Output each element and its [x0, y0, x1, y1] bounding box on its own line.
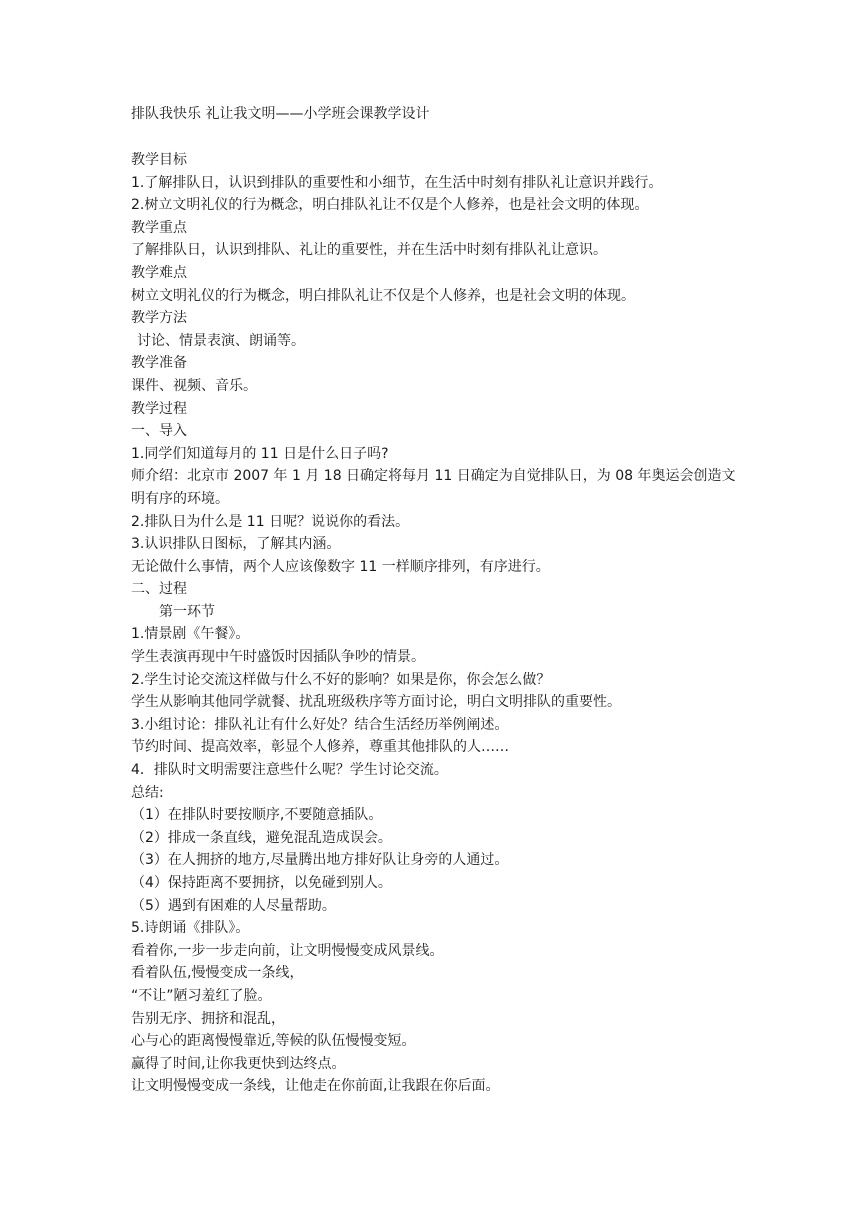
intro-conclusion: 无论做什么事情，两个人应该像数字 11 一样顺序排列，有序进行。: [131, 558, 550, 575]
process-item-3: 3.小组讨论：排队礼让有什么好处？结合生活经历举例阐述。: [131, 716, 509, 733]
preparation-text: 课件、视频、音乐。: [131, 377, 257, 394]
intro-item-2: 2.排队日为什么是 11 日呢？说说你的看法。: [131, 513, 410, 530]
methods-text: 讨论、情景表演、朗诵等。: [137, 332, 305, 349]
poem-line-5: 心与心的距离慢慢靠近,等候的队伍慢慢变短。: [131, 1033, 416, 1050]
poem-line-4: 告别无序、拥挤和混乱，: [131, 1010, 285, 1027]
section-introduction: 一、导入: [131, 423, 187, 440]
process-item-3-detail: 节约时间、提高效率，彰显个人修养，尊重其他排队的人……: [131, 739, 509, 756]
poem-line-3: “不让”陋习羞红了脸。: [131, 987, 272, 1004]
summary-item-1: （1）在排队时要按顺序,不要随意插队。: [131, 807, 383, 824]
document-title: 排队我快乐 礼让我文明——小学班会课教学设计: [131, 106, 430, 122]
teacher-introduction: 师介绍：北京市 2007 年 1 月 18 日确定将每月 11 日确定为自觉排队日，为 08 年奥运会创造文明有序的环境。: [131, 468, 736, 507]
summary-item-5: （5）遇到有困难的人尽量帮助。: [131, 897, 336, 914]
process-item-4: 4．排队时文明需要注意些什么呢？学生讨论交流。: [131, 762, 448, 779]
summary-item-4: （4）保持距离不要拥挤，以免碰到别人。: [131, 875, 392, 891]
process-item-2-detail: 学生从影响其他同学就餐、扰乱班级秩序等方面讨论，明白文明排队的重要性。: [131, 694, 621, 711]
heading-teaching-goals: 教学目标: [131, 152, 187, 168]
summary-item-2: （2）排成一条直线，避免混乱造成误会。: [131, 829, 392, 846]
process-item-5: 5.诗朗诵《排队》。: [131, 920, 250, 937]
heading-key-points: 教学重点: [131, 219, 187, 236]
heading-difficulties: 教学难点: [131, 264, 187, 281]
heading-methods: 教学方法: [131, 310, 187, 327]
key-points-text: 了解排队日，认识到排队、礼让的重要性，并在生活中时刻有排队礼让意识。: [131, 242, 607, 259]
goal-item-1: 1.了解排队日，认识到排队的重要性和小细节，在生活中时刻有排队礼让意识并践行。: [131, 174, 663, 191]
process-item-1: 1.情景剧《午餐》。: [131, 626, 250, 643]
difficulties-text: 树立文明礼仪的行为概念，明白排队礼让不仅是个人修养，也是社会文明的体现。: [131, 287, 635, 304]
heading-process: 教学过程: [131, 400, 187, 417]
poem-line-6: 赢得了时间,让你我更快到达终点。: [131, 1055, 346, 1072]
poem-line-1: 看着你,一步一步走向前，让文明慢慢变成风景线。: [131, 942, 444, 959]
summary-heading: 总结:: [131, 784, 164, 801]
summary-item-3: （3）在人拥挤的地方,尽量腾出地方排好队让身旁的人通过。: [131, 852, 509, 869]
blank-line: [131, 125, 741, 149]
goal-item-2: 2.树立文明礼仪的行为概念，明白排队礼让不仅是个人修养，也是社会文明的体现。: [131, 197, 649, 214]
intro-item-3: 3.认识排队日图标，了解其内涵。: [131, 536, 341, 553]
intro-item-1: 1.同学们知道每月的 11 日是什么日子吗?: [131, 445, 389, 462]
poem-line-7: 让文明慢慢变成一条线，让他走在你前面,让我跟在你后面。: [131, 1078, 500, 1095]
heading-preparation: 教学准备: [131, 355, 187, 372]
stage-one-heading: 第一环节: [159, 603, 215, 620]
document-page: [131, 103, 741, 1098]
process-item-2: 2.学生讨论交流这样做与什么不好的影响？如果是你，你会怎么做？: [131, 671, 551, 688]
section-process: 二、过程: [131, 581, 187, 598]
process-item-1-detail: 学生表演再现中午时盛饭时因插队争吵的情景。: [131, 649, 425, 666]
poem-line-2: 看着队伍,慢慢变成一条线，: [131, 965, 304, 982]
